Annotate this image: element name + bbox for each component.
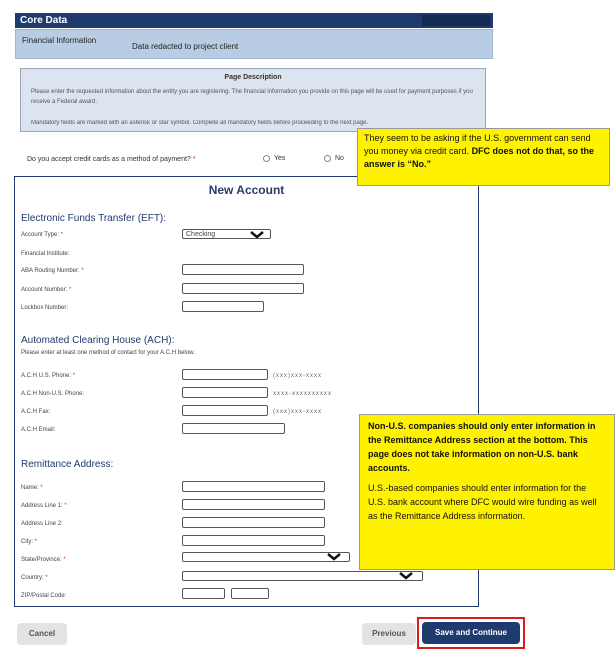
credit-card-question bbox=[27, 156, 196, 163]
remit-name-label-text: Name: bbox=[21, 485, 39, 491]
required-asterisk: * bbox=[192, 156, 196, 163]
remit-line1-input[interactable] bbox=[182, 499, 325, 510]
credit-card-no-label: No bbox=[335, 155, 344, 162]
remit-city-label-text: City: bbox=[21, 539, 33, 545]
required-asterisk: * bbox=[60, 232, 63, 238]
page-description-panel bbox=[20, 68, 486, 132]
redacted-note: Data redacted to project client bbox=[132, 42, 239, 51]
required-asterisk: * bbox=[34, 539, 38, 545]
remit-zip-ext-input[interactable] bbox=[231, 588, 269, 599]
ach-fax-hint: (xxx)xxx-xxxx bbox=[273, 409, 322, 415]
us-callout-text: U.S.-based companies should enter information for the U.S. bank account where DFC would wire funding as well as the Remittance Address information. bbox=[368, 483, 597, 521]
remit-zip-label: ZIP/Postal Code: bbox=[21, 593, 67, 599]
remit-line2-label: Address Line 2: bbox=[21, 521, 63, 527]
account-number-input[interactable] bbox=[182, 283, 304, 294]
lockbox-label: Lockbox Number: bbox=[21, 305, 69, 311]
required-asterisk: * bbox=[63, 557, 66, 563]
page-description-title: Page Description bbox=[224, 74, 282, 81]
chevron-down-icon bbox=[398, 572, 414, 580]
previous-button[interactable]: Previous bbox=[362, 623, 416, 645]
credit-card-no-radio[interactable] bbox=[324, 155, 331, 162]
new-account-title: New Account bbox=[208, 183, 285, 197]
remit-line2-input[interactable] bbox=[182, 517, 325, 528]
ach-non-us-phone-label: A.C.H Non-U.S. Phone: bbox=[21, 391, 85, 397]
cancel-button[interactable]: Cancel bbox=[17, 623, 67, 645]
credit-card-callout bbox=[357, 128, 610, 186]
ach-non-us-phone-input[interactable] bbox=[182, 387, 268, 398]
eft-heading: Electronic Funds Transfer (EFT): bbox=[21, 213, 167, 224]
account-number-label-text: Account Number: bbox=[21, 287, 68, 293]
ach-us-phone-label-text: A.C.H U.S. Phone: bbox=[21, 373, 72, 379]
save-and-continue-button[interactable]: Save and Continue bbox=[422, 622, 520, 644]
credit-card-yes-label: Yes bbox=[274, 155, 286, 162]
ach-us-phone-label bbox=[21, 373, 75, 379]
ach-us-phone-input[interactable] bbox=[182, 369, 268, 380]
remit-country-label bbox=[21, 575, 48, 581]
aba-routing-label bbox=[21, 268, 84, 274]
account-type-select[interactable] bbox=[182, 229, 271, 239]
chevron-down-icon bbox=[249, 231, 265, 239]
ach-fax-input[interactable] bbox=[182, 405, 268, 416]
ach-email-label: A.C.H Email: bbox=[21, 427, 56, 433]
required-asterisk: * bbox=[40, 485, 43, 491]
account-type-label-text: Account Type: bbox=[21, 232, 59, 238]
credit-card-callout-text: They seem to be asking if the U.S. government can send you money via credit card. bbox=[364, 133, 591, 156]
aba-routing-input[interactable] bbox=[182, 264, 304, 275]
non-us-callout-bold: Non-U.S. companies should only enter information in the Remittance Address section at the bottom. This page does not take information on non-U.S. bank accounts. bbox=[368, 421, 596, 473]
header-redacted-block bbox=[422, 15, 490, 26]
account-type-value: Checking bbox=[186, 231, 216, 238]
ach-email-input[interactable] bbox=[182, 423, 285, 434]
account-number-label bbox=[21, 287, 71, 293]
required-asterisk: * bbox=[72, 373, 76, 379]
required-asterisk: * bbox=[69, 287, 72, 293]
ach-subtext: Please enter at least one method of contact for your A.C.H below. bbox=[21, 350, 195, 356]
ach-fax-label: A.C.H Fax: bbox=[21, 409, 51, 415]
remit-country-select[interactable] bbox=[182, 571, 423, 581]
ach-non-us-phone-hint: xxxx-xxxxxxxxxx bbox=[273, 391, 332, 397]
remit-state-label bbox=[21, 557, 66, 563]
credit-card-question-text: Do you accept credit cards as a method of payment? bbox=[27, 156, 191, 163]
remit-state-label-text: State/Province: bbox=[21, 557, 62, 563]
remit-city-label bbox=[21, 539, 37, 545]
account-type-label bbox=[21, 232, 63, 238]
ach-us-phone-hint: (xxx)xxx-xxxx bbox=[273, 373, 322, 379]
page-description-text: Please enter the requested information about the entity you are registering. The financial information you provide on this page will be used for payment purposes if you receive a Federal award. bbox=[31, 89, 473, 105]
core-data-header bbox=[15, 13, 493, 28]
lockbox-input[interactable] bbox=[182, 301, 264, 312]
financial-info-bar bbox=[15, 29, 493, 59]
required-asterisk: * bbox=[81, 268, 84, 274]
required-asterisk: * bbox=[45, 575, 48, 581]
remit-state-select[interactable] bbox=[182, 552, 350, 562]
credit-card-callout-bold: DFC does not do that, so the answer is “No.” bbox=[364, 146, 595, 169]
financial-institute-label: Financial Institute: bbox=[21, 251, 70, 257]
chevron-down-icon bbox=[326, 553, 342, 561]
aba-routing-label-text: ABA Routing Number: bbox=[21, 268, 80, 274]
remit-name-label bbox=[21, 485, 43, 491]
remit-line1-label bbox=[21, 503, 67, 509]
ach-heading: Automated Clearing House (ACH): bbox=[21, 335, 175, 346]
mandatory-note: Mandatory fields are marked with an asterisk or star symbol. Complete all mandatory fields before proceeding to the next page. bbox=[31, 120, 369, 126]
remit-line1-label-text: Address Line 1: bbox=[21, 503, 63, 509]
remit-country-label-text: Country: bbox=[21, 575, 44, 581]
remit-name-input[interactable] bbox=[182, 481, 325, 492]
non-us-callout bbox=[359, 414, 615, 570]
remit-city-input[interactable] bbox=[182, 535, 325, 546]
required-asterisk: * bbox=[64, 503, 67, 509]
credit-card-yes-radio[interactable] bbox=[263, 155, 270, 162]
section-title: Financial Information bbox=[22, 36, 97, 45]
remittance-heading: Remittance Address: bbox=[21, 459, 114, 470]
header-title: Core Data bbox=[20, 15, 68, 26]
remit-zip-input[interactable] bbox=[182, 588, 225, 599]
